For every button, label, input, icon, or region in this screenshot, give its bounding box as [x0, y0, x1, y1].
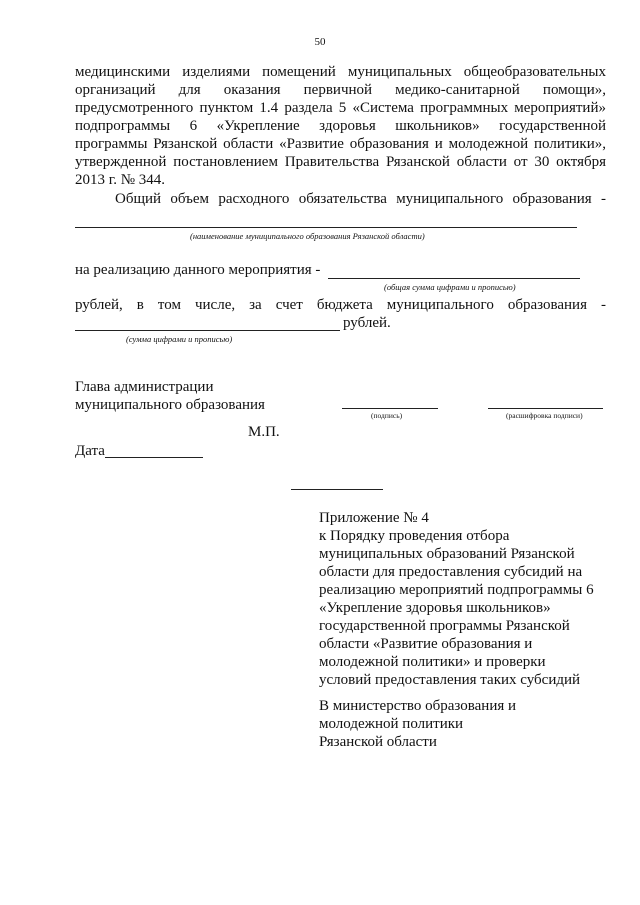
municipality-name-field[interactable]: [75, 227, 577, 228]
rubles-suffix: рублей.: [343, 315, 391, 331]
addressee-line: В министерство образования и: [319, 698, 517, 714]
rubles-line: рублей, в том числе, за счет бюджета муниципального образования -: [75, 297, 606, 313]
paragraph-line: подпрограммы 6 «Укрепление здоровья школьников» государственной: [75, 118, 606, 134]
page-number: 50: [314, 36, 326, 48]
appendix-line: муниципальных образований Рязанской: [319, 546, 575, 562]
appendix-line: области «Развитие образования и: [319, 636, 533, 652]
addressee-line: Рязанской области: [319, 734, 437, 750]
date-label: Дата: [75, 443, 105, 459]
signature-hint: (подпись): [371, 411, 403, 420]
municipality-name-hint: (наименование муниципального образования Рязанской области): [190, 231, 425, 241]
total-volume-line: Общий объем расходного обязательства муниципального образования -: [115, 191, 606, 207]
appendix-line: «Укрепление здоровья школьников»: [319, 600, 551, 616]
addressee-block: [319, 697, 619, 751]
budget-sum-field[interactable]: [75, 330, 340, 331]
appendix-line: к Порядку проведения отбора: [319, 528, 510, 544]
appendix-block: [319, 509, 619, 689]
appendix-line: Приложение № 4: [319, 510, 429, 526]
paragraph-line: утвержденной постановлением Правительства Рязанской области от 30 октября: [75, 154, 606, 170]
signature-decoding-field[interactable]: [488, 408, 603, 409]
appendix-line: молодежной политики» и проверки: [319, 654, 546, 670]
seal-label: М.П.: [248, 424, 280, 440]
addressee-line: молодежной политики: [319, 716, 464, 732]
appendix-line: реализацию мероприятий подпрограммы 6: [319, 582, 594, 598]
head-title-line1: Глава администрации: [75, 379, 214, 395]
signature-decoding-hint: (расшифровка подписи): [506, 411, 583, 420]
paragraph-line: медицинскими изделиями помещений муниципальных общеобразовательных: [75, 64, 606, 80]
paragraph-line-last: 2013 г. № 344.: [75, 172, 166, 188]
appendix-line: условий предоставления таких субсидий: [319, 672, 581, 688]
total-sum-hint: (общая сумма цифрами и прописью): [384, 282, 516, 292]
paragraph-line: программы Рязанской области «Развитие образования и молодежной политики»,: [75, 136, 606, 152]
appendix-line: государственной программы Рязанской: [319, 618, 570, 634]
budget-sum-hint: (сумма цифрами и прописью): [126, 334, 233, 344]
paragraph-line: предусмотренного пунктом 1.4 раздела 5 «Система программных мероприятий»: [75, 100, 606, 116]
signature-field[interactable]: [342, 408, 438, 409]
date-field[interactable]: [105, 457, 203, 458]
total-sum-field[interactable]: [328, 278, 580, 279]
head-title-line2: муниципального образования: [75, 397, 265, 413]
appendix-line: области для предоставления субсидий на: [319, 564, 583, 580]
paragraph-line: организаций для оказания первичной медико-санитарной помощи»,: [75, 82, 606, 98]
implementation-label: на реализацию данного мероприятия -: [75, 262, 321, 278]
separator-line: [291, 489, 383, 490]
